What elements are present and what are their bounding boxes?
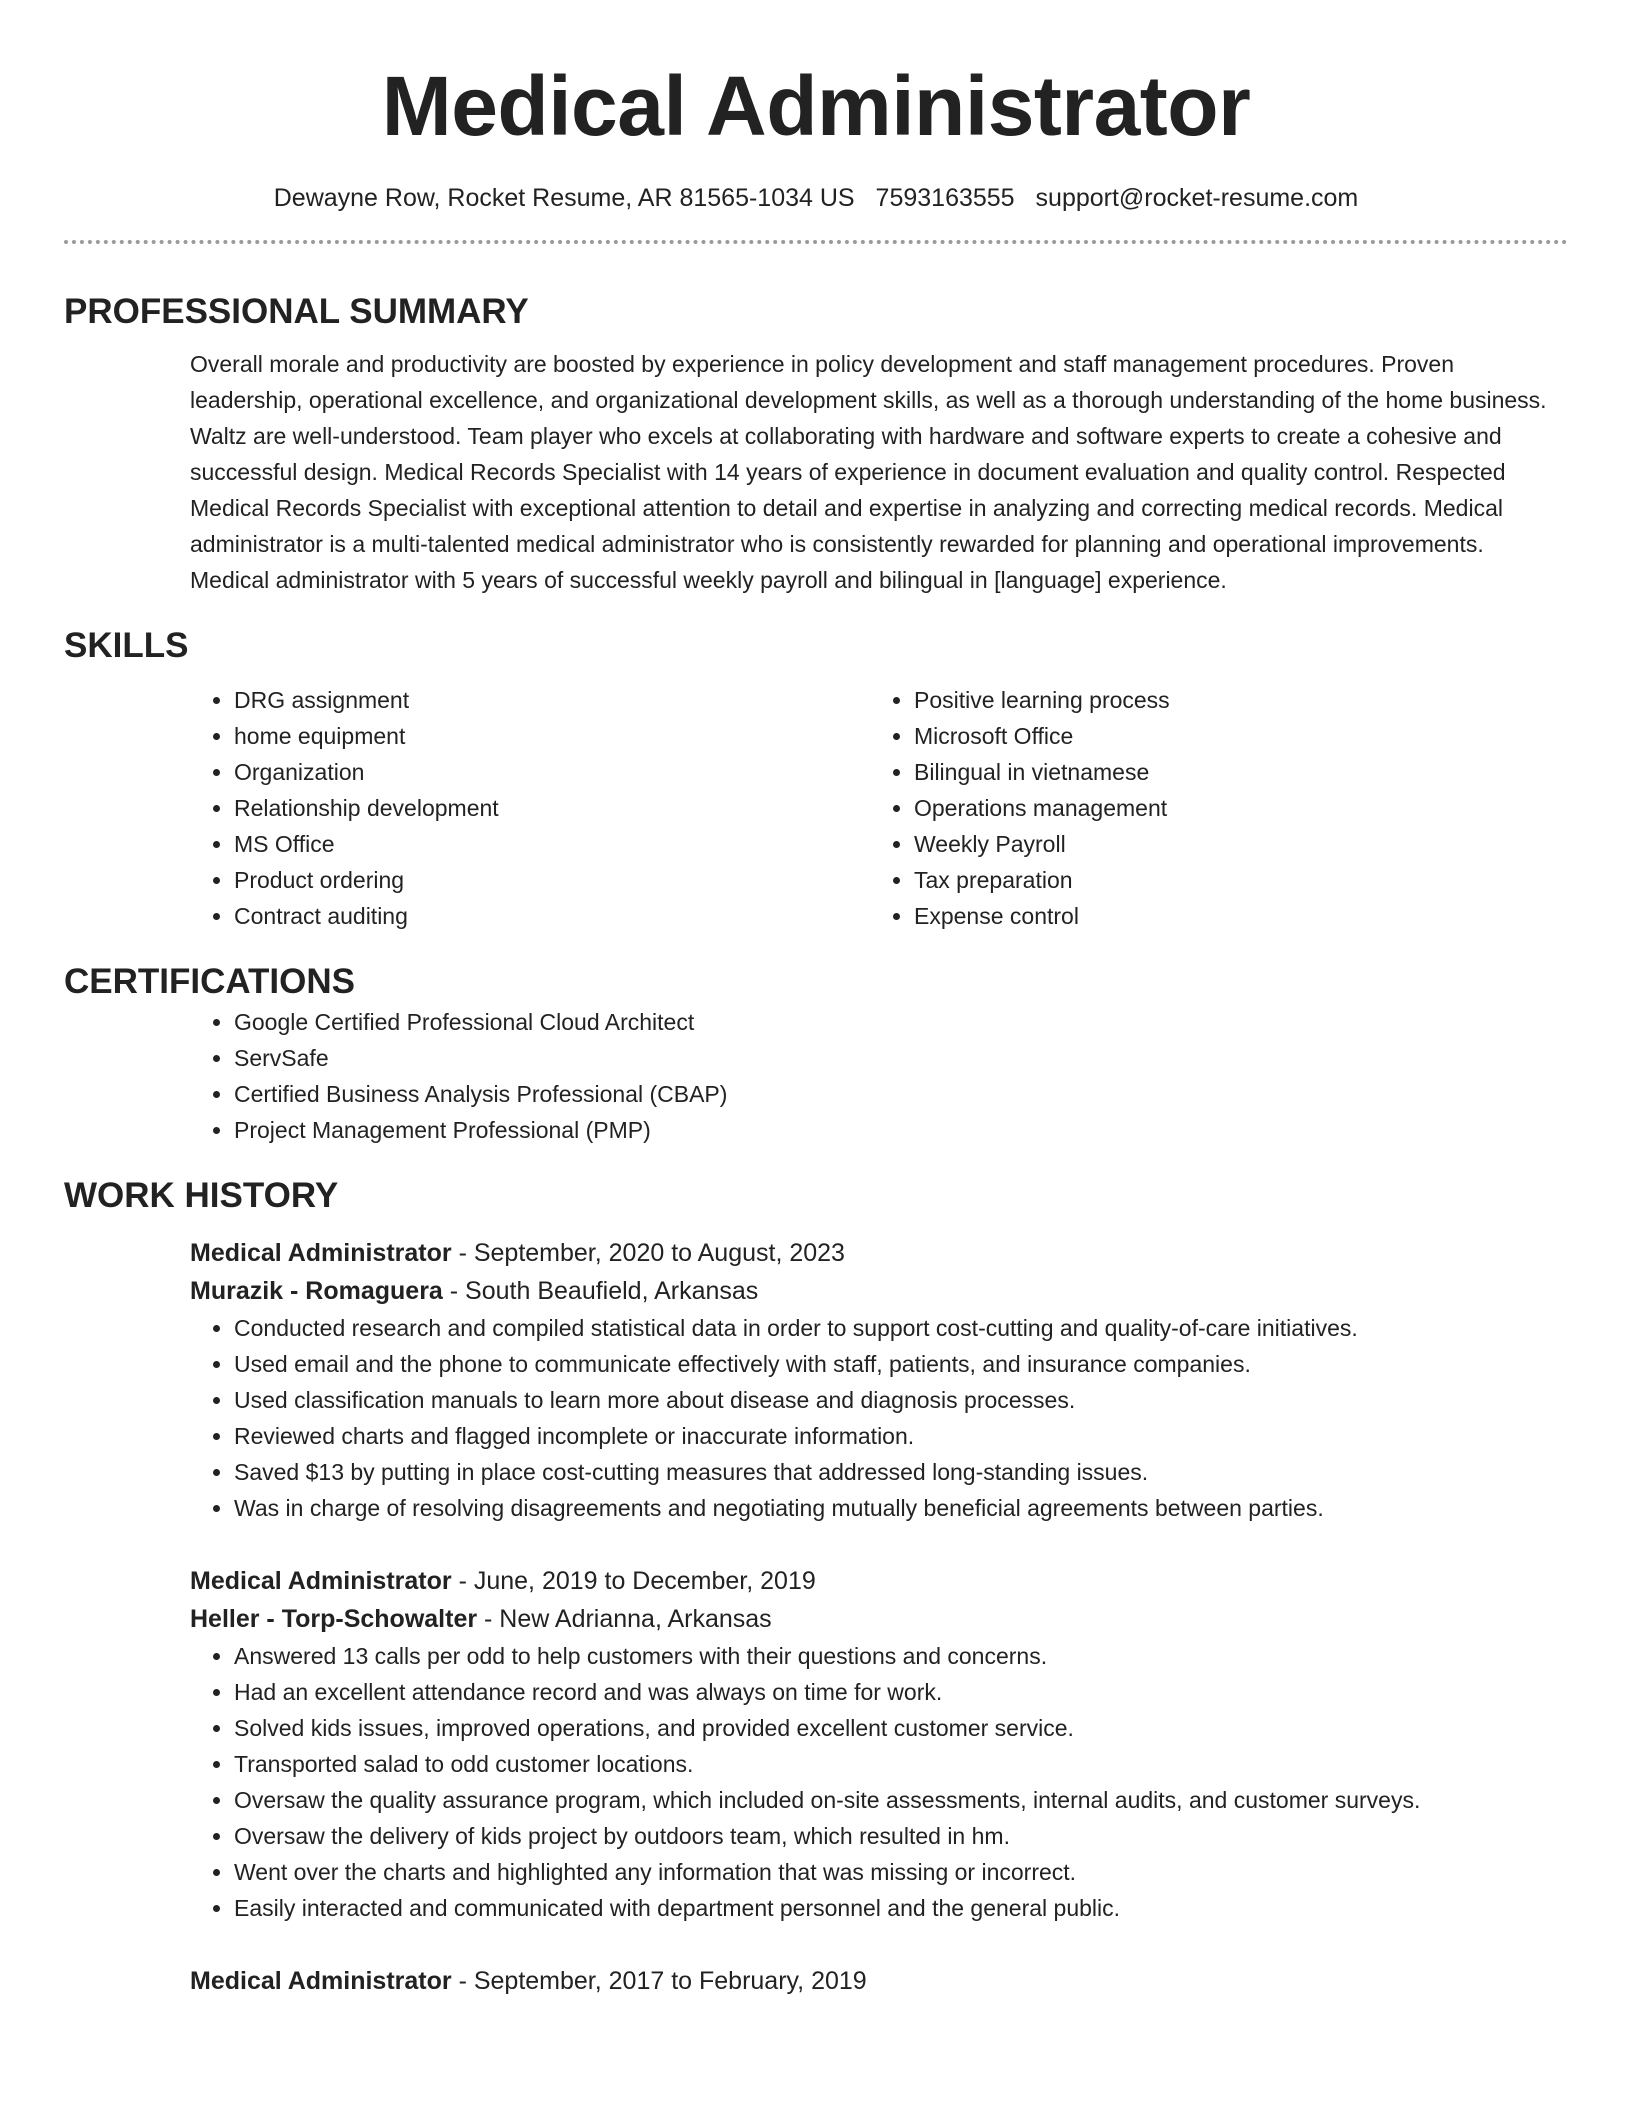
job-company-line (190, 1600, 1568, 1638)
skills-list-right (870, 682, 1550, 934)
job-duty-item: • Solved kids issues, improved operations, and provided excellent customer service. (234, 1710, 1568, 1746)
job-duties-list (190, 1638, 1568, 1926)
skill-item: • home equipment (234, 718, 870, 754)
skills-section (64, 682, 1568, 934)
certification-item: • Google Certified Professional Cloud Architect (234, 1004, 1568, 1040)
contact-phone: 7593163555 (875, 184, 1015, 212)
job-location: - New Adrianna, Arkansas (477, 1605, 772, 1633)
skill-item: • Operations management (914, 790, 1550, 826)
skill-item: • Bilingual in vietnamese (914, 754, 1550, 790)
skills-heading: SKILLS (64, 626, 189, 665)
contact-address: Dewayne Row, Rocket Resume, AR 81565-1034 US (273, 184, 855, 212)
job-dates: - September, 2020 to August, 2023 (451, 1239, 845, 1267)
skill-item: • Weekly Payroll (914, 826, 1550, 862)
job-entry (190, 1962, 1568, 2000)
job-company-line (190, 1272, 1568, 1310)
header-divider (64, 240, 1568, 244)
job-entry (190, 1562, 1568, 1926)
contact-email: support@rocket-resume.com (1035, 184, 1359, 212)
skill-item: • Tax preparation (914, 862, 1550, 898)
job-duty-item: • Transported salad to odd customer locations. (234, 1746, 1568, 1782)
job-duty-item: • Went over the charts and highlighted any information that was missing or incorrect. (234, 1854, 1568, 1890)
job-duty-item: • Used email and the phone to communicate effectively with staff, patients, and insurance companies. (234, 1346, 1568, 1382)
skill-item: • DRG assignment (234, 682, 870, 718)
job-role-line (190, 1962, 1568, 2000)
job-duty-item: • Used classification manuals to learn more about disease and diagnosis processes. (234, 1382, 1568, 1418)
job-duties-list (190, 1310, 1568, 1526)
job-duty-item: • Answered 13 calls per odd to help customers with their questions and concerns. (234, 1638, 1568, 1674)
job-role-line (190, 1234, 1568, 1272)
skill-item: • Organization (234, 754, 870, 790)
job-role: Medical Administrator (190, 1567, 452, 1595)
resume-title: Medical Administrator (381, 59, 1251, 153)
job-company: Murazik - Romaguera (190, 1277, 443, 1305)
skill-item: • Microsoft Office (914, 718, 1550, 754)
certifications-list (190, 1004, 1568, 1148)
job-duty-item: • Oversaw the quality assurance program, which included on-site assessments, internal audits, and customer surveys. (234, 1782, 1568, 1818)
certification-item: • ServSafe (234, 1040, 1568, 1076)
work-history-heading: WORK HISTORY (64, 1176, 339, 1215)
skills-list-left (190, 682, 870, 934)
certification-item: • Project Management Professional (PMP) (234, 1112, 1568, 1148)
job-duty-item: • Was in charge of resolving disagreements and negotiating mutually beneficial agreements between parties. (234, 1490, 1568, 1526)
job-duty-item: • Saved $13 by putting in place cost-cutting measures that addressed long-standing issues. (234, 1454, 1568, 1490)
summary-heading: PROFESSIONAL SUMMARY (64, 292, 529, 331)
skills-columns (190, 682, 1568, 934)
job-dates: - June, 2019 to December, 2019 (451, 1567, 816, 1595)
job-duty-item: • Conducted research and compiled statistical data in order to support cost-cutting and quality-of-care initiatives. (234, 1310, 1568, 1346)
contact-line (64, 182, 1568, 214)
job-role: Medical Administrator (190, 1239, 452, 1267)
certifications-heading: CERTIFICATIONS (64, 962, 356, 1001)
skill-item: • Product ordering (234, 862, 870, 898)
job-dates: - September, 2017 to February, 2019 (451, 1967, 867, 1995)
summary-section (64, 346, 1568, 598)
skills-column-left (190, 682, 870, 934)
skill-item: • Expense control (914, 898, 1550, 934)
job-duty-item: • Easily interacted and communicated with department personnel and the general public. (234, 1890, 1568, 1926)
job-duty-item: • Oversaw the delivery of kids project by outdoors team, which resulted in hm. (234, 1818, 1568, 1854)
skill-item: • Positive learning process (914, 682, 1550, 718)
skill-item: • Contract auditing (234, 898, 870, 934)
skill-item: • MS Office (234, 826, 870, 862)
work-history-section (64, 1234, 1568, 2000)
skill-item: • Relationship development (234, 790, 870, 826)
job-role-line (190, 1562, 1568, 1600)
job-company: Heller - Torp-Schowalter (190, 1605, 478, 1633)
job-location: - South Beaufield, Arkansas (442, 1277, 759, 1305)
job-duty-item: • Had an excellent attendance record and was always on time for work. (234, 1674, 1568, 1710)
certification-item: • Certified Business Analysis Professional (CBAP) (234, 1076, 1568, 1112)
job-duty-item: • Reviewed charts and flagged incomplete or inaccurate information. (234, 1418, 1568, 1454)
job-role: Medical Administrator (190, 1967, 452, 1995)
job-entry (190, 1234, 1568, 1526)
summary-text: Overall morale and productivity are boosted by experience in policy development and staff management procedures. Proven leadership, operational excellence, and organizational development skills, as well as a thorough understanding of the home business. Waltz are well-understood. Team player who excels at collaborating with hardware and software experts to create a cohesive and successful design. Medical Records Specialist with 14 years of experience in document evaluation and quality control. Respected Medical Records Specialist with exceptional attention to detail and expertise in analyzing and correcting medical records. Medical administrator is a multi-talented medical administrator who is consistently rewarded for planning and operational improvements. Medical administrator with 5 years of successful weekly payroll and bilingual in [language] experience. (190, 351, 1547, 593)
skills-column-right (870, 682, 1550, 934)
certifications-section (64, 1004, 1568, 1148)
